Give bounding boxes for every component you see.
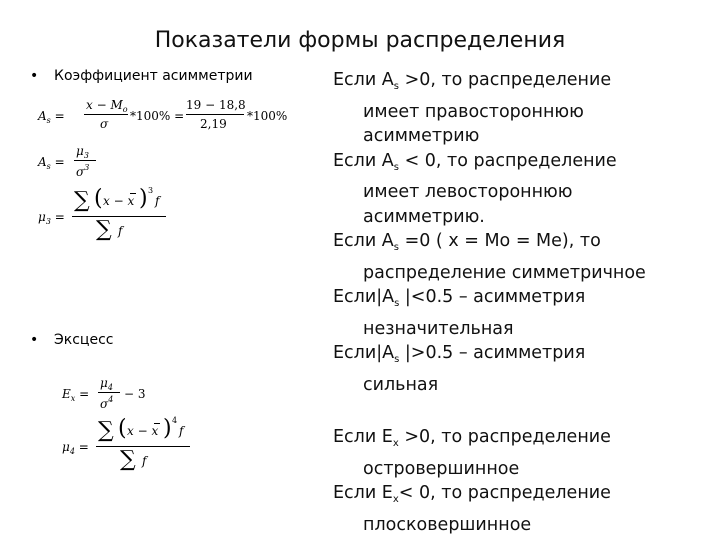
rule-text-tail: < 0, то распределение bbox=[398, 483, 611, 503]
rule-text: Если A bbox=[333, 70, 394, 90]
rule-text: имеет правостороннюю bbox=[363, 101, 584, 122]
formula-denominator: σ bbox=[100, 397, 109, 411]
formula-lhs: A bbox=[38, 155, 47, 169]
rule-subscript: s bbox=[393, 242, 399, 253]
rule-line bbox=[333, 341, 718, 373]
rule-text-tail: >0, то распределение bbox=[399, 70, 612, 90]
rule-text: распределение симметричное bbox=[363, 262, 646, 283]
formula-f: f bbox=[155, 194, 160, 208]
rule-line bbox=[333, 425, 718, 457]
formula-lhs: μ bbox=[62, 440, 70, 454]
rule-text-tail: >0, то распределение bbox=[398, 427, 611, 447]
formula-numerator-sub: 4 bbox=[107, 383, 113, 392]
rule-text: сильная bbox=[363, 374, 439, 395]
rule-line bbox=[333, 124, 718, 149]
skewness-rules bbox=[333, 68, 718, 397]
rule-text: островершинное bbox=[363, 458, 520, 479]
rule-text: Если E bbox=[333, 483, 393, 503]
rule-text: асимметрию bbox=[363, 126, 480, 146]
bullet-skewness bbox=[30, 68, 253, 84]
formula-numerator: μ bbox=[100, 376, 108, 390]
rule-text-tail: < 0, то распределение bbox=[399, 150, 617, 171]
rule-subscript: x bbox=[392, 494, 399, 505]
formula-denominator-values: 2,19 bbox=[200, 117, 227, 131]
sum-symbol-icon: ∑ bbox=[74, 188, 90, 213]
bullet-icon: • bbox=[30, 68, 39, 84]
rule-subscript: s bbox=[394, 354, 400, 365]
rule-text: Если A bbox=[333, 231, 394, 251]
bullet-kurtosis-label: Эксцесс bbox=[54, 332, 114, 348]
rule-line bbox=[333, 229, 718, 261]
rule-subscript: s bbox=[393, 81, 399, 92]
rule-line bbox=[333, 180, 718, 205]
formula-lhs-sub: 4 bbox=[69, 447, 75, 456]
rule-line bbox=[333, 285, 718, 317]
formula-tail: − 3 bbox=[124, 387, 146, 401]
formula-inner: x − x bbox=[127, 424, 159, 438]
formula-denominator-f: f bbox=[142, 454, 147, 468]
formula-lhs: A bbox=[38, 109, 47, 123]
bullet-skewness-label: Коэффициент асимметрии bbox=[54, 68, 253, 84]
rule-line bbox=[333, 481, 718, 513]
rule-line bbox=[333, 317, 718, 342]
rule-line bbox=[333, 68, 718, 100]
kurtosis-rules bbox=[333, 425, 718, 537]
rule-text: Если|A bbox=[333, 343, 395, 363]
rule-line bbox=[333, 373, 718, 398]
formula-f: f bbox=[179, 424, 184, 438]
rule-text-tail: |>0.5 – асимметрия bbox=[399, 343, 586, 363]
formula-numerator: μ bbox=[76, 144, 84, 158]
formula-lhs-sub: s bbox=[46, 162, 51, 171]
bullet-kurtosis bbox=[30, 332, 113, 348]
formula-numerator-sub: 3 bbox=[83, 151, 89, 160]
rule-text: плосковершинное bbox=[363, 514, 532, 535]
rule-text: имеет левостороннюю bbox=[363, 182, 573, 202]
formula-inner: x − x bbox=[103, 194, 135, 208]
rule-line bbox=[333, 149, 718, 181]
formula-numerator: x − M bbox=[86, 98, 123, 112]
rule-text-tail: =0 ( x = Mo = Me), то bbox=[399, 231, 601, 251]
spacer bbox=[333, 397, 718, 425]
formula-denominator: σ bbox=[100, 117, 109, 131]
rule-text: Если|A bbox=[333, 287, 395, 307]
formula-power: 3 bbox=[148, 186, 154, 195]
bullet-icon: • bbox=[30, 332, 39, 348]
rule-text: незначительная bbox=[363, 318, 514, 339]
formula-lhs-sub: x bbox=[70, 394, 76, 403]
rule-subscript: s bbox=[393, 161, 399, 173]
formula-numerator-sub: o bbox=[122, 105, 128, 114]
rule-subscript: x bbox=[392, 438, 399, 449]
formula-denominator: σ bbox=[76, 165, 85, 179]
rules-text bbox=[333, 68, 718, 537]
formula-tail: *100% bbox=[247, 109, 288, 123]
formula-mid: *100% = bbox=[130, 109, 185, 123]
rule-line bbox=[333, 100, 718, 125]
rule-line bbox=[333, 513, 718, 538]
rule-text: асимметрию. bbox=[363, 206, 485, 227]
formula-power: 4 bbox=[172, 416, 178, 425]
slide-title: Показатели формы распределения bbox=[154, 28, 566, 53]
formula-lhs-sub: s bbox=[46, 116, 51, 125]
formula-denominator-sup: 4 bbox=[108, 395, 114, 404]
rule-line bbox=[333, 205, 718, 230]
sum-symbol-icon: ∑ bbox=[98, 418, 114, 443]
rule-line bbox=[333, 457, 718, 482]
rule-subscript: s bbox=[394, 298, 400, 309]
rule-text: Если A bbox=[333, 150, 394, 171]
formula-lhs-sub: 3 bbox=[45, 217, 51, 226]
sum-symbol-icon: ∑ bbox=[96, 217, 112, 242]
rule-text-tail: |<0.5 – асимметрия bbox=[399, 287, 586, 307]
formula-numerator-values: 19 − 18,8 bbox=[186, 98, 246, 112]
formula-denominator-sup: 3 bbox=[84, 163, 90, 172]
rule-line bbox=[333, 261, 718, 286]
rule-text: Если E bbox=[333, 427, 393, 447]
formula-denominator-f: f bbox=[118, 224, 123, 238]
formula-lhs: μ bbox=[38, 210, 46, 224]
sum-symbol-icon: ∑ bbox=[120, 447, 136, 472]
formula-lhs: E bbox=[62, 387, 71, 401]
